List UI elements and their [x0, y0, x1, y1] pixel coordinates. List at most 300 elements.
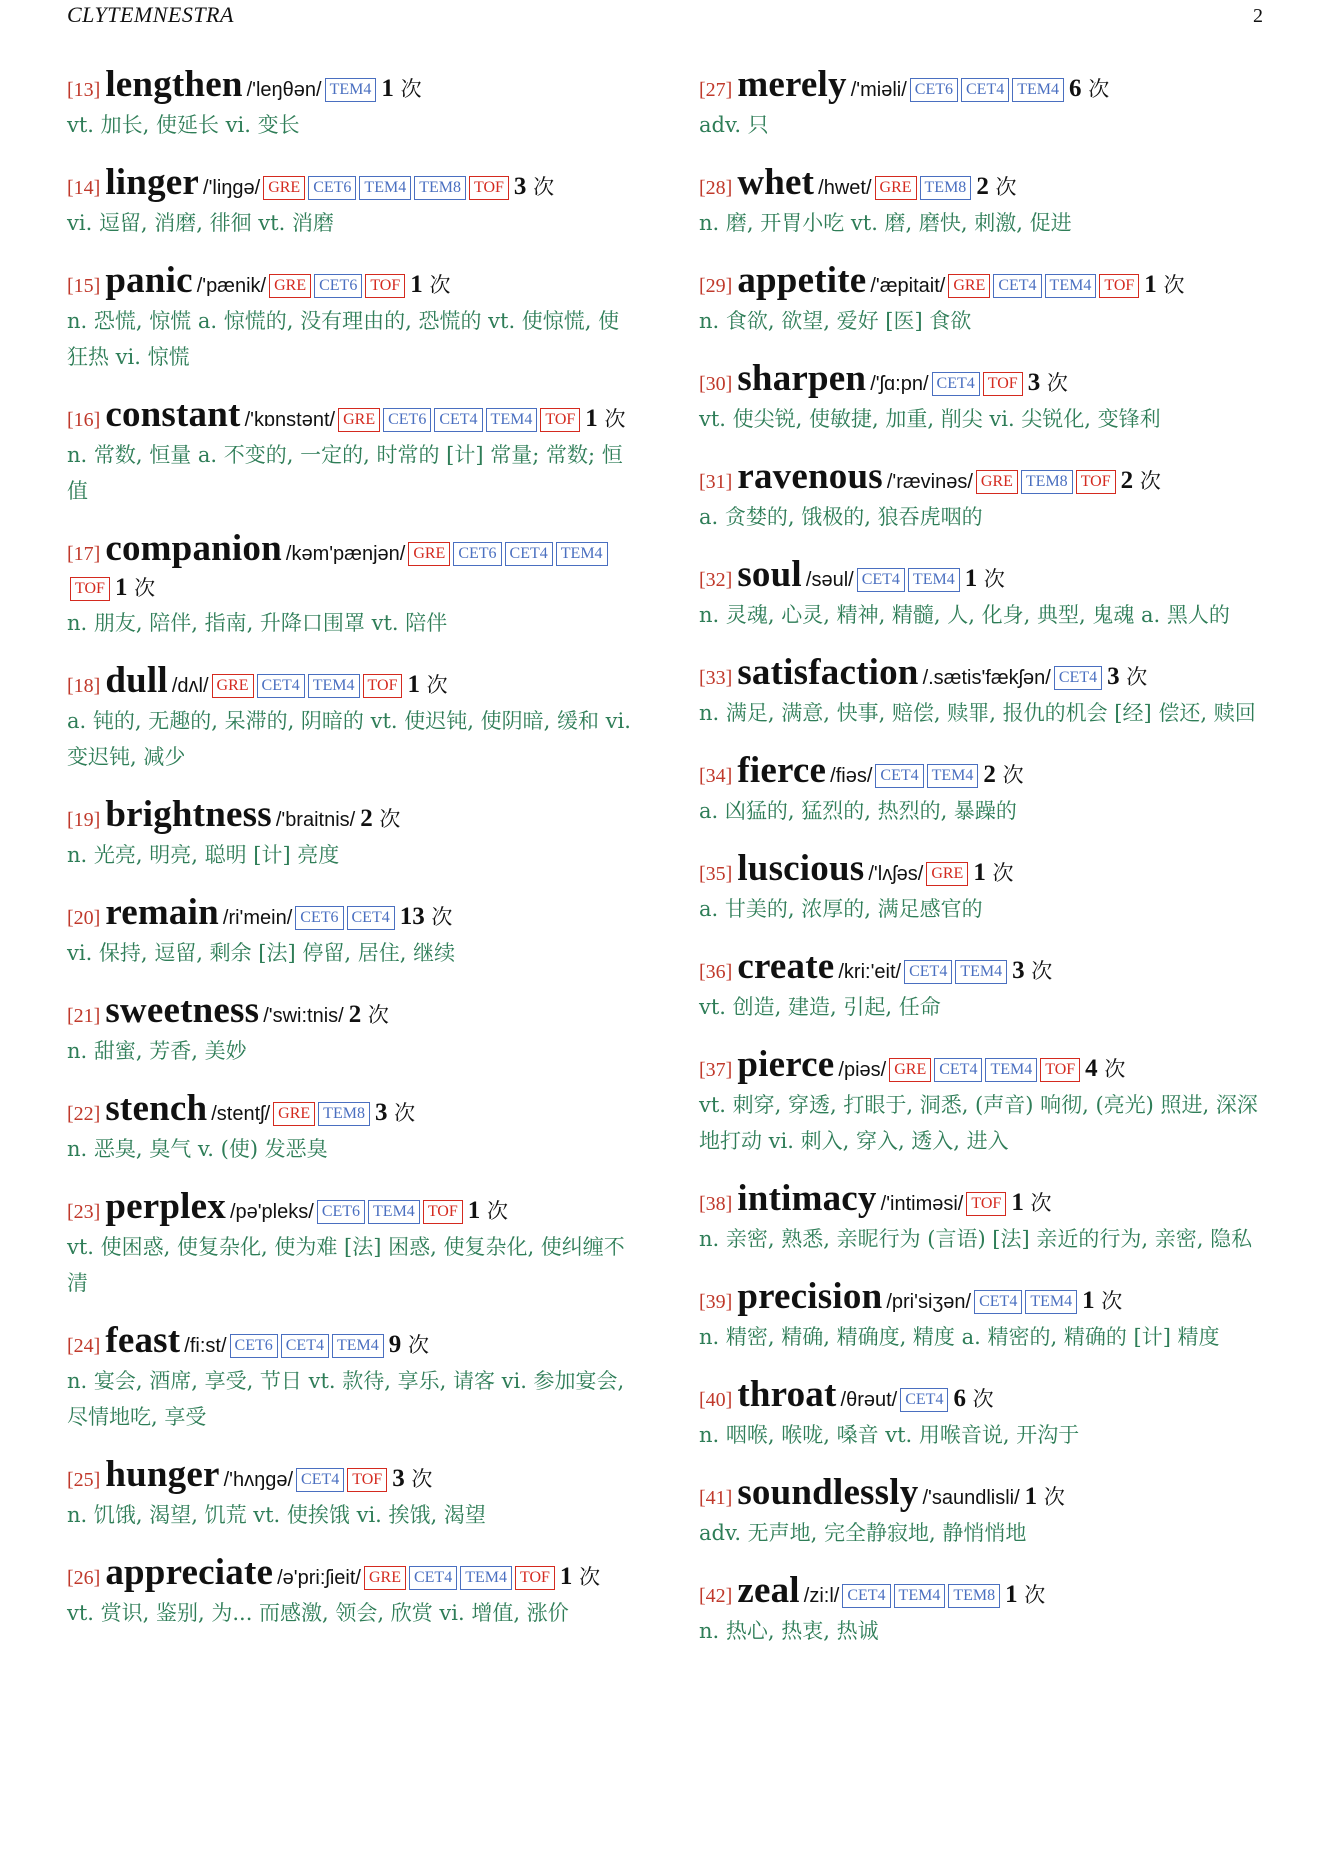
entry-frequency	[976, 175, 1016, 199]
entry-phonetic: /piəs/	[838, 1059, 887, 1081]
entry-definition: vt. 加长, 使延长 vi. 变长	[67, 113, 300, 137]
entry-frequency	[410, 273, 450, 297]
entry-index: [24]	[67, 1335, 101, 1357]
frequency-count: 2	[348, 1001, 362, 1028]
vocab-entry	[67, 794, 634, 873]
frequency-count: 2	[360, 805, 373, 832]
entry-index: [26]	[67, 1567, 101, 1589]
exam-tag: CET6	[910, 78, 958, 102]
frequency-count: 1	[585, 405, 598, 432]
exam-tag: CET4	[934, 1058, 982, 1082]
entry-index: [21]	[67, 1005, 101, 1027]
vocab-entry	[67, 892, 634, 971]
exam-tag: CET4	[961, 78, 1009, 102]
entry-word: intimacy	[737, 1178, 877, 1219]
exam-tag: TEM4	[927, 764, 979, 788]
exam-tag: TOF	[540, 408, 580, 432]
exam-tag: TEM4	[908, 568, 960, 592]
entry-frequency	[1011, 1191, 1051, 1215]
entry-index: [16]	[67, 409, 101, 431]
frequency-unit: 次	[407, 1333, 429, 1357]
frequency-count: 3	[1012, 957, 1025, 984]
entry-index: [20]	[67, 907, 101, 929]
entry-phonetic: /'saundlisli/	[922, 1487, 1020, 1509]
entry-definition: n. 满足, 满意, 快事, 赔偿, 赎罪, 报仇的机会 [经] 偿还, 赎回	[699, 701, 1256, 725]
entry-frequency	[375, 1101, 415, 1125]
vocab-entry	[699, 652, 1266, 731]
entry-phonetic: /'hʌŋgə/	[223, 1469, 294, 1491]
entry-headline	[67, 162, 634, 205]
exam-tag: TEM4	[955, 960, 1007, 984]
frequency-unit: 次	[429, 273, 451, 297]
entry-index: [23]	[67, 1201, 101, 1223]
entry-definition: n. 磨, 开胃小吃 vt. 磨, 磨快, 刺激, 促进	[699, 211, 1072, 235]
frequency-unit: 次	[533, 175, 555, 199]
exam-tag: TOF	[515, 1566, 555, 1590]
entry-phonetic: /stentʃ/	[211, 1103, 271, 1125]
vocab-entry	[67, 1320, 634, 1435]
entry-frequency	[1025, 1485, 1065, 1509]
vocab-entry	[699, 554, 1266, 633]
entry-index: [19]	[67, 809, 101, 831]
exam-tag: TEM4	[359, 176, 411, 200]
exam-tag: TOF	[365, 274, 405, 298]
entry-index: [37]	[699, 1059, 733, 1081]
entry-word: remain	[105, 892, 219, 933]
entry-definition: n. 饥饿, 渴望, 饥荒 vt. 使挨饿 vi. 挨饿, 渴望	[67, 1503, 486, 1527]
entry-frequency	[983, 763, 1023, 787]
frequency-unit: 次	[1104, 1057, 1126, 1081]
frequency-count: 1	[381, 75, 394, 102]
entry-word: create	[737, 946, 835, 987]
frequency-unit: 次	[1024, 1583, 1046, 1607]
vocab-entry	[67, 394, 634, 509]
entry-phonetic: /'æpitait/	[870, 275, 946, 297]
frequency-unit: 次	[134, 576, 156, 600]
frequency-count: 1	[559, 1563, 573, 1590]
entry-index: [18]	[67, 675, 101, 697]
entry-word: zeal	[737, 1570, 800, 1611]
exam-tag: CET4	[296, 1468, 344, 1492]
frequency-unit: 次	[972, 1387, 994, 1411]
exam-tag: TEM4	[325, 78, 377, 102]
entry-definition: n. 常数, 恒量 a. 不变的, 一定的, 时常的 [计] 常量; 常数; 恒值	[67, 443, 623, 503]
entry-headline	[67, 260, 634, 303]
entry-index: [39]	[699, 1291, 733, 1313]
frequency-count: 1	[410, 271, 423, 298]
entry-definition: vt. 刺穿, 穿透, 打眼于, 洞悉, (声音) 响彻, (亮光) 照进, 深深地打动 vi. 刺入, 穿入, 透入, 进入	[699, 1093, 1258, 1153]
exam-tag: CET4	[875, 764, 923, 788]
entry-word: ravenous	[737, 456, 883, 497]
vocab-entry	[67, 1454, 634, 1533]
entry-definition: n. 灵魂, 心灵, 精神, 精髓, 人, 化身, 典型, 鬼魂 a. 黑人的	[699, 603, 1230, 627]
frequency-count: 1	[973, 859, 986, 886]
exam-tag: CET6	[317, 1200, 365, 1224]
entry-word: linger	[105, 162, 200, 203]
exam-tag: GRE	[976, 470, 1018, 494]
entry-phonetic: /zi:l/	[803, 1585, 840, 1607]
entry-phonetic: /'intiməsi/	[880, 1193, 964, 1215]
entry-word: pierce	[737, 1044, 835, 1085]
exam-tag: GRE	[269, 274, 311, 298]
entry-word: constant	[105, 394, 241, 435]
exam-tag: TEM8	[948, 1584, 1000, 1608]
frequency-unit: 次	[486, 1199, 508, 1223]
entry-headline	[699, 652, 1266, 695]
exam-tag: CET4	[281, 1334, 329, 1358]
vocab-entry	[699, 1570, 1266, 1649]
entry-headline	[67, 990, 634, 1033]
entry-word: dull	[105, 660, 168, 701]
vocab-entry	[699, 162, 1266, 241]
entry-frequency	[1082, 1289, 1122, 1313]
entry-word: satisfaction	[737, 652, 919, 693]
entry-headline	[699, 1276, 1266, 1319]
exam-tag: TOF	[1040, 1058, 1080, 1082]
entry-definition: a. 贪婪的, 饿极的, 狼吞虎咽的	[699, 505, 983, 529]
entry-definition: vi. 逗留, 消磨, 徘徊 vt. 消磨	[67, 211, 334, 235]
entry-index: [17]	[67, 543, 101, 565]
entry-index: [34]	[699, 765, 733, 787]
entry-headline	[67, 1186, 634, 1229]
entry-word: lengthen	[105, 64, 243, 105]
vocab-entry	[699, 1178, 1266, 1257]
entry-headline	[67, 1088, 634, 1131]
entry-word: merely	[737, 64, 847, 105]
book-title: CLYTEMNESTRA	[67, 2, 234, 27]
entry-definition: n. 热心, 热衷, 热诚	[699, 1619, 879, 1643]
entry-frequency	[360, 807, 400, 831]
frequency-count: 1	[1011, 1189, 1024, 1216]
entry-word: panic	[105, 260, 193, 301]
entry-word: appetite	[737, 260, 867, 301]
exam-tag: GRE	[408, 542, 450, 566]
exam-tag: GRE	[875, 176, 917, 200]
frequency-unit: 次	[1126, 665, 1148, 689]
entry-index: [25]	[67, 1469, 101, 1491]
vocab-entry	[699, 358, 1266, 437]
vocab-entry	[699, 1276, 1266, 1355]
frequency-unit: 次	[579, 1565, 601, 1589]
entry-index: [41]	[699, 1487, 733, 1509]
entry-index: [27]	[699, 79, 733, 101]
entry-frequency	[389, 1333, 429, 1357]
entry-frequency	[468, 1199, 508, 1223]
entry-frequency	[349, 1003, 389, 1027]
exam-tag: CET6	[308, 176, 356, 200]
entry-definition: a. 甘美的, 浓厚的, 满足感官的	[699, 897, 983, 921]
exam-tag: TEM4	[332, 1334, 384, 1358]
frequency-unit: 次	[992, 861, 1014, 885]
exam-tag: GRE	[263, 176, 305, 200]
exam-tag: CET6	[314, 274, 362, 298]
entry-phonetic: /ə'pri:ʃieit/	[277, 1567, 361, 1589]
entry-headline	[67, 1454, 634, 1497]
entry-definition: vi. 保持, 逗留, 剩余 [法] 停留, 居住, 继续	[67, 941, 456, 965]
entry-definition: n. 朋友, 陪伴, 指南, 升降口围罩 vt. 陪伴	[67, 611, 448, 635]
entry-definition: n. 食欲, 欲望, 爱好 [医] 食欲	[699, 309, 972, 333]
entry-index: [14]	[67, 177, 101, 199]
frequency-count: 13	[399, 903, 425, 930]
entry-frequency	[514, 175, 554, 199]
exam-tag: CET4	[900, 1388, 948, 1412]
entry-word: luscious	[737, 848, 865, 889]
frequency-count: 6	[1069, 75, 1082, 102]
entry-word: sweetness	[105, 990, 260, 1031]
entry-headline	[699, 1044, 1266, 1087]
vocab-entry	[699, 64, 1266, 143]
entry-definition: a. 凶猛的, 猛烈的, 热烈的, 暴躁的	[699, 799, 1017, 823]
entry-phonetic: /ri'mein/	[222, 907, 293, 929]
exam-tag: GRE	[364, 1566, 406, 1590]
entry-phonetic: /'rævinəs/	[886, 471, 973, 493]
frequency-unit: 次	[426, 673, 448, 697]
exam-tag: TEM4	[1025, 1290, 1077, 1314]
frequency-unit: 次	[1030, 1191, 1052, 1215]
exam-tag: CET4	[1054, 666, 1102, 690]
entry-frequency	[1069, 77, 1109, 101]
entry-definition: adv. 无声地, 完全静寂地, 静悄悄地	[699, 1521, 1027, 1545]
entry-word: soundlessly	[737, 1472, 919, 1513]
exam-tag: TEM8	[1021, 470, 1073, 494]
frequency-count: 3	[513, 173, 527, 200]
vocab-entry	[699, 456, 1266, 535]
entry-frequency	[953, 1387, 993, 1411]
frequency-count: 3	[1027, 369, 1041, 396]
exam-tag: GRE	[273, 1102, 315, 1126]
entry-definition: adv. 只	[699, 113, 769, 137]
entry-definition: n. 恶臭, 臭气 v. (使) 发恶臭	[67, 1137, 328, 1161]
entry-phonetic: /hwet/	[818, 177, 872, 199]
frequency-unit: 次	[431, 905, 453, 929]
entry-definition: n. 光亮, 明亮, 聪明 [计] 亮度	[67, 843, 340, 867]
exam-tag: TEM4	[1012, 78, 1064, 102]
entry-headline	[699, 946, 1266, 989]
entry-definition: vt. 使尖锐, 使敏捷, 加重, 削尖 vi. 尖锐化, 变锋利	[699, 407, 1161, 431]
exam-tag: TOF	[1076, 470, 1116, 494]
frequency-count: 1	[1005, 1581, 1018, 1608]
entry-word: hunger	[105, 1454, 220, 1495]
frequency-count: 6	[953, 1385, 966, 1412]
entry-definition: n. 咽喉, 喉咙, 嗓音 vt. 用喉音说, 开沟于	[699, 1423, 1080, 1447]
exam-tag: TEM4	[556, 542, 608, 566]
entry-headline	[699, 1178, 1266, 1221]
exam-tag: CET4	[932, 372, 980, 396]
exam-tag: CET4	[505, 542, 553, 566]
exam-tag: TEM4	[894, 1584, 946, 1608]
entry-headline	[67, 394, 634, 437]
vocab-entry	[699, 1374, 1266, 1453]
entry-frequency	[973, 861, 1013, 885]
entry-index: [28]	[699, 177, 733, 199]
entry-phonetic: /pə'pleks/	[229, 1201, 314, 1223]
entry-headline	[67, 1552, 634, 1595]
entry-phonetic: /səul/	[805, 569, 854, 591]
vocab-entry	[67, 162, 634, 241]
exam-tag: TOF	[423, 1200, 463, 1224]
entry-phonetic: /'lʌʃəs/	[868, 863, 924, 885]
exam-tag: TEM4	[486, 408, 538, 432]
exam-tag: TOF	[363, 674, 403, 698]
entry-phonetic: /fiəs/	[830, 765, 873, 787]
entries-column-left	[67, 64, 634, 1654]
entry-headline	[699, 1374, 1266, 1417]
entry-word: whet	[737, 162, 815, 203]
exam-tag: TOF	[1099, 274, 1139, 298]
entry-frequency	[965, 567, 1005, 591]
entry-word: sharpen	[737, 358, 867, 399]
frequency-count: 2	[976, 173, 989, 200]
entry-definition: vt. 使困惑, 使复杂化, 使为难 [法] 困惑, 使复杂化, 使纠缠不清	[67, 1235, 625, 1295]
entry-word: brightness	[105, 794, 272, 835]
exam-tag: TEM8	[318, 1102, 370, 1126]
page-header	[67, 2, 1263, 32]
entry-phonetic: /pri'siʒən/	[886, 1291, 972, 1313]
entry-definition: n. 精密, 精确, 精确度, 精度 a. 精密的, 精确的 [计] 精度	[699, 1325, 1220, 1349]
entry-phonetic: /kəm'pænjən/	[285, 543, 406, 565]
frequency-unit: 次	[1163, 273, 1185, 297]
entry-frequency	[115, 576, 155, 600]
entry-phonetic: /'miəli/	[850, 79, 907, 101]
exam-tag: GRE	[889, 1058, 931, 1082]
vocab-entry	[699, 946, 1266, 1025]
entry-index: [15]	[67, 275, 101, 297]
entry-index: [33]	[699, 667, 733, 689]
entry-definition: n. 恐慌, 惊慌 a. 惊慌的, 没有理由的, 恐慌的 vt. 使惊慌, 使狂热 vi. 惊慌	[67, 309, 620, 369]
entry-word: precision	[737, 1276, 883, 1317]
entry-definition: vt. 赏识, 鉴别, 为... 而感激, 领会, 欣赏 vi. 增值, 涨价	[67, 1601, 569, 1625]
entry-phonetic: /fi:st/	[184, 1335, 227, 1357]
entry-phonetic: /'pænik/	[196, 275, 267, 297]
frequency-count: 1	[467, 1197, 481, 1224]
frequency-count: 1	[1082, 1287, 1095, 1314]
exam-tag: TOF	[469, 176, 509, 200]
entry-headline	[699, 554, 1266, 597]
entry-frequency	[1144, 273, 1184, 297]
entry-headline	[67, 892, 634, 935]
entry-word: feast	[105, 1320, 181, 1361]
entry-phonetic: /'leŋθən/	[246, 79, 322, 101]
vocab-entry	[67, 260, 634, 375]
exam-tag: TOF	[70, 577, 110, 601]
frequency-unit: 次	[1139, 469, 1161, 493]
exam-tag: CET4	[904, 960, 952, 984]
entry-index: [38]	[699, 1193, 733, 1215]
entry-index: [40]	[699, 1389, 733, 1411]
frequency-count: 3	[1107, 663, 1120, 690]
entry-index: [31]	[699, 471, 733, 493]
vocab-entry	[67, 528, 634, 641]
exam-tag: CET6	[230, 1334, 278, 1358]
frequency-unit: 次	[604, 407, 626, 431]
frequency-unit: 次	[1031, 959, 1053, 983]
entry-index: [29]	[699, 275, 733, 297]
vocab-entry	[67, 660, 634, 775]
frequency-unit: 次	[1101, 1289, 1123, 1313]
vocab-entry	[67, 990, 634, 1069]
exam-tag: CET4	[842, 1584, 890, 1608]
entry-headline	[699, 1570, 1266, 1613]
entry-index: [42]	[699, 1585, 733, 1607]
exam-tag: GRE	[338, 408, 380, 432]
entry-definition: n. 甜蜜, 芳香, 美妙	[67, 1039, 247, 1063]
frequency-count: 1	[1144, 271, 1157, 298]
entry-frequency	[1107, 665, 1147, 689]
frequency-count: 1	[114, 574, 128, 601]
entry-word: soul	[737, 554, 802, 595]
exam-tag: CET4	[434, 408, 482, 432]
vocab-entry	[67, 1186, 634, 1301]
entry-index: [13]	[67, 79, 101, 101]
entry-word: perplex	[105, 1186, 226, 1227]
entry-phonetic: /'ʃɑ:pn/	[870, 373, 929, 395]
entry-index: [32]	[699, 569, 733, 591]
entry-index: [22]	[67, 1103, 101, 1125]
frequency-count: 9	[388, 1331, 402, 1358]
exam-tag: TEM4	[368, 1200, 420, 1224]
entry-frequency	[1005, 1583, 1045, 1607]
vocab-entry	[699, 260, 1266, 339]
entry-index: [30]	[699, 373, 733, 395]
entry-phonetic: /kri:'eit/	[838, 961, 902, 983]
entry-definition: vt. 创造, 建造, 引起, 任命	[699, 995, 941, 1019]
entry-index: [35]	[699, 863, 733, 885]
frequency-count: 4	[1085, 1055, 1098, 1082]
entry-frequency	[585, 407, 625, 431]
entry-frequency	[1028, 371, 1068, 395]
entry-phonetic: /dʌl/	[171, 675, 209, 697]
page-number: 2	[1253, 5, 1263, 27]
vocab-entry	[699, 848, 1266, 927]
vocab-entry	[699, 750, 1266, 829]
entry-frequency	[1012, 959, 1052, 983]
exam-tag: TEM8	[920, 176, 972, 200]
frequency-unit: 次	[1046, 371, 1068, 395]
entry-headline	[67, 1320, 634, 1363]
frequency-count: 3	[374, 1099, 388, 1126]
entry-frequency	[407, 673, 447, 697]
exam-tag: CET6	[383, 408, 431, 432]
exam-tag: TEM8	[414, 176, 466, 200]
entry-word: companion	[105, 528, 282, 569]
vocab-entry	[67, 1552, 634, 1631]
entry-headline	[699, 162, 1266, 205]
entry-phonetic: /'braitnis/	[275, 809, 356, 831]
entry-headline	[67, 794, 634, 837]
entry-word: appreciate	[105, 1552, 274, 1593]
exam-tag: CET4	[257, 674, 305, 698]
entry-word: throat	[737, 1374, 837, 1415]
entries-column-right	[699, 64, 1266, 1672]
entry-definition: n. 宴会, 酒席, 享受, 节日 vt. 款待, 享乐, 请客 vi. 参加宴会, 尽情地吃, 享受	[67, 1369, 625, 1429]
entry-headline	[699, 456, 1266, 499]
vocab-entry	[699, 1044, 1266, 1159]
entry-headline	[699, 1472, 1266, 1515]
frequency-unit: 次	[983, 567, 1005, 591]
exam-tag: CET4	[993, 274, 1041, 298]
entry-word: stench	[105, 1088, 208, 1129]
exam-tag: GRE	[212, 674, 254, 698]
entry-word: fierce	[737, 750, 827, 791]
frequency-count: 2	[1120, 467, 1134, 494]
frequency-unit: 次	[1043, 1485, 1065, 1509]
entry-definition: n. 亲密, 熟悉, 亲昵行为 (言语) [法] 亲近的行为, 亲密, 隐私	[699, 1227, 1253, 1251]
frequency-unit: 次	[367, 1003, 389, 1027]
entry-headline	[67, 64, 634, 107]
entry-frequency	[1121, 469, 1161, 493]
exam-tag: TOF	[347, 1468, 387, 1492]
frequency-unit: 次	[379, 807, 401, 831]
